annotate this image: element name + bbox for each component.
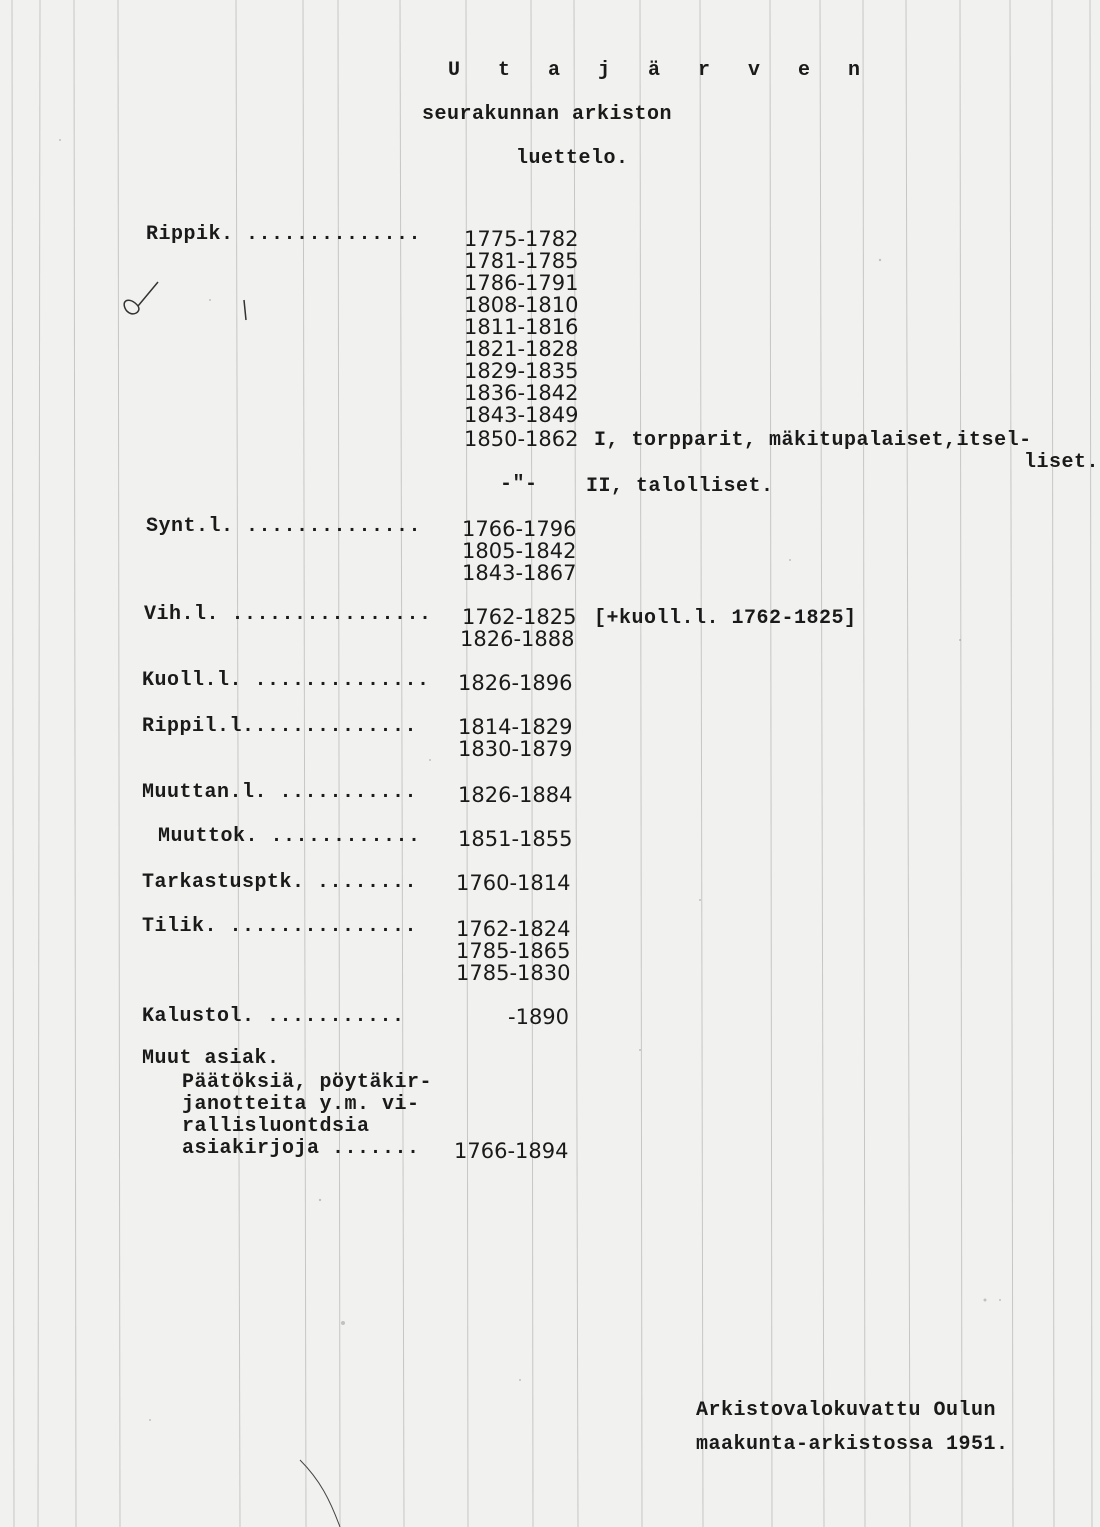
entry-label: Kuoll.l. .............. (142, 669, 430, 692)
entry-years: 1843-1849 (464, 403, 579, 427)
entry-years: 1808-1810 (464, 293, 579, 317)
entry-years: 1805-1842 (462, 539, 577, 563)
entry-years: 1814-1829 (458, 715, 573, 739)
entry-label: Vih.l. ................ (144, 603, 432, 626)
entry-years: 1762-1825 (462, 605, 577, 629)
other-line: rallisluontdsia (182, 1115, 370, 1138)
header-archive: seurakunnan arkiston (422, 103, 673, 126)
entry-years: 1836-1842 (464, 381, 579, 405)
other-line: janotteita y.m. vi- (182, 1093, 420, 1116)
entry-years: 1760-1814 (456, 871, 571, 895)
entry-label: Tarkastusptk. ........ (142, 871, 418, 894)
archive-stamp-line: Arkistovalokuvattu Oulun (696, 1399, 997, 1422)
entry-years: 1821-1828 (464, 337, 579, 361)
ditto-mark: -"- (500, 473, 538, 496)
other-line: Päätöksiä, pöytäkir- (182, 1071, 433, 1094)
entry-label: Muuttok. ............ (158, 825, 421, 848)
entry-note: II, talolliset. (586, 475, 774, 498)
entry-years: 1785-1865 (456, 939, 571, 963)
other-heading: Muut asiak. (142, 1047, 280, 1070)
entry-label: Rippik. .............. (146, 223, 422, 246)
entry-note: I, torpparit, mäkitupalaiset,itsel- (594, 429, 1032, 452)
entry-label: Kalustol. ........... (142, 1005, 405, 1028)
entry-years: 1781-1785 (464, 249, 579, 273)
entry-years: 1843-1867 (462, 561, 577, 585)
entry-label: Rippil.l.............. (142, 715, 418, 738)
entry-label: Muuttan.l. ........... (142, 781, 418, 804)
header-parish: U t a j ä r v e n (448, 59, 874, 82)
entry-years: 1786-1791 (464, 271, 579, 295)
entry-years: 1830-1879 (458, 737, 573, 761)
entry-label: Tilik. ............... (142, 915, 418, 938)
archive-stamp-line: maakunta-arkistossa 1951. (696, 1433, 1009, 1456)
entry-years: 1829-1835 (464, 359, 579, 383)
entry-years: 1766-1796 (462, 517, 577, 541)
entry-years: 1762-1824 (456, 917, 571, 941)
entry-years: 1826-1888 (460, 627, 575, 651)
other-line: asiakirjoja ....... (182, 1137, 420, 1160)
header-list: luettelo. (516, 147, 629, 170)
entry-years: 1850-1862 (464, 427, 579, 451)
entry-years: 1785-1830 (456, 961, 571, 985)
entry-note: liset. (1024, 451, 1100, 474)
entry-years: 1811-1816 (464, 315, 579, 339)
entry-years: -1890 (508, 1005, 570, 1029)
entry-years: 1851-1855 (458, 827, 573, 851)
entry-years: 1775-1782 (464, 227, 579, 251)
entry-note: [+kuoll.l. 1762-1825] (594, 607, 857, 630)
entry-years: 1766-1894 (454, 1139, 569, 1163)
entry-years: 1826-1896 (458, 671, 573, 695)
entry-years: 1826-1884 (458, 783, 573, 807)
entry-label: Synt.l. .............. (146, 515, 422, 538)
